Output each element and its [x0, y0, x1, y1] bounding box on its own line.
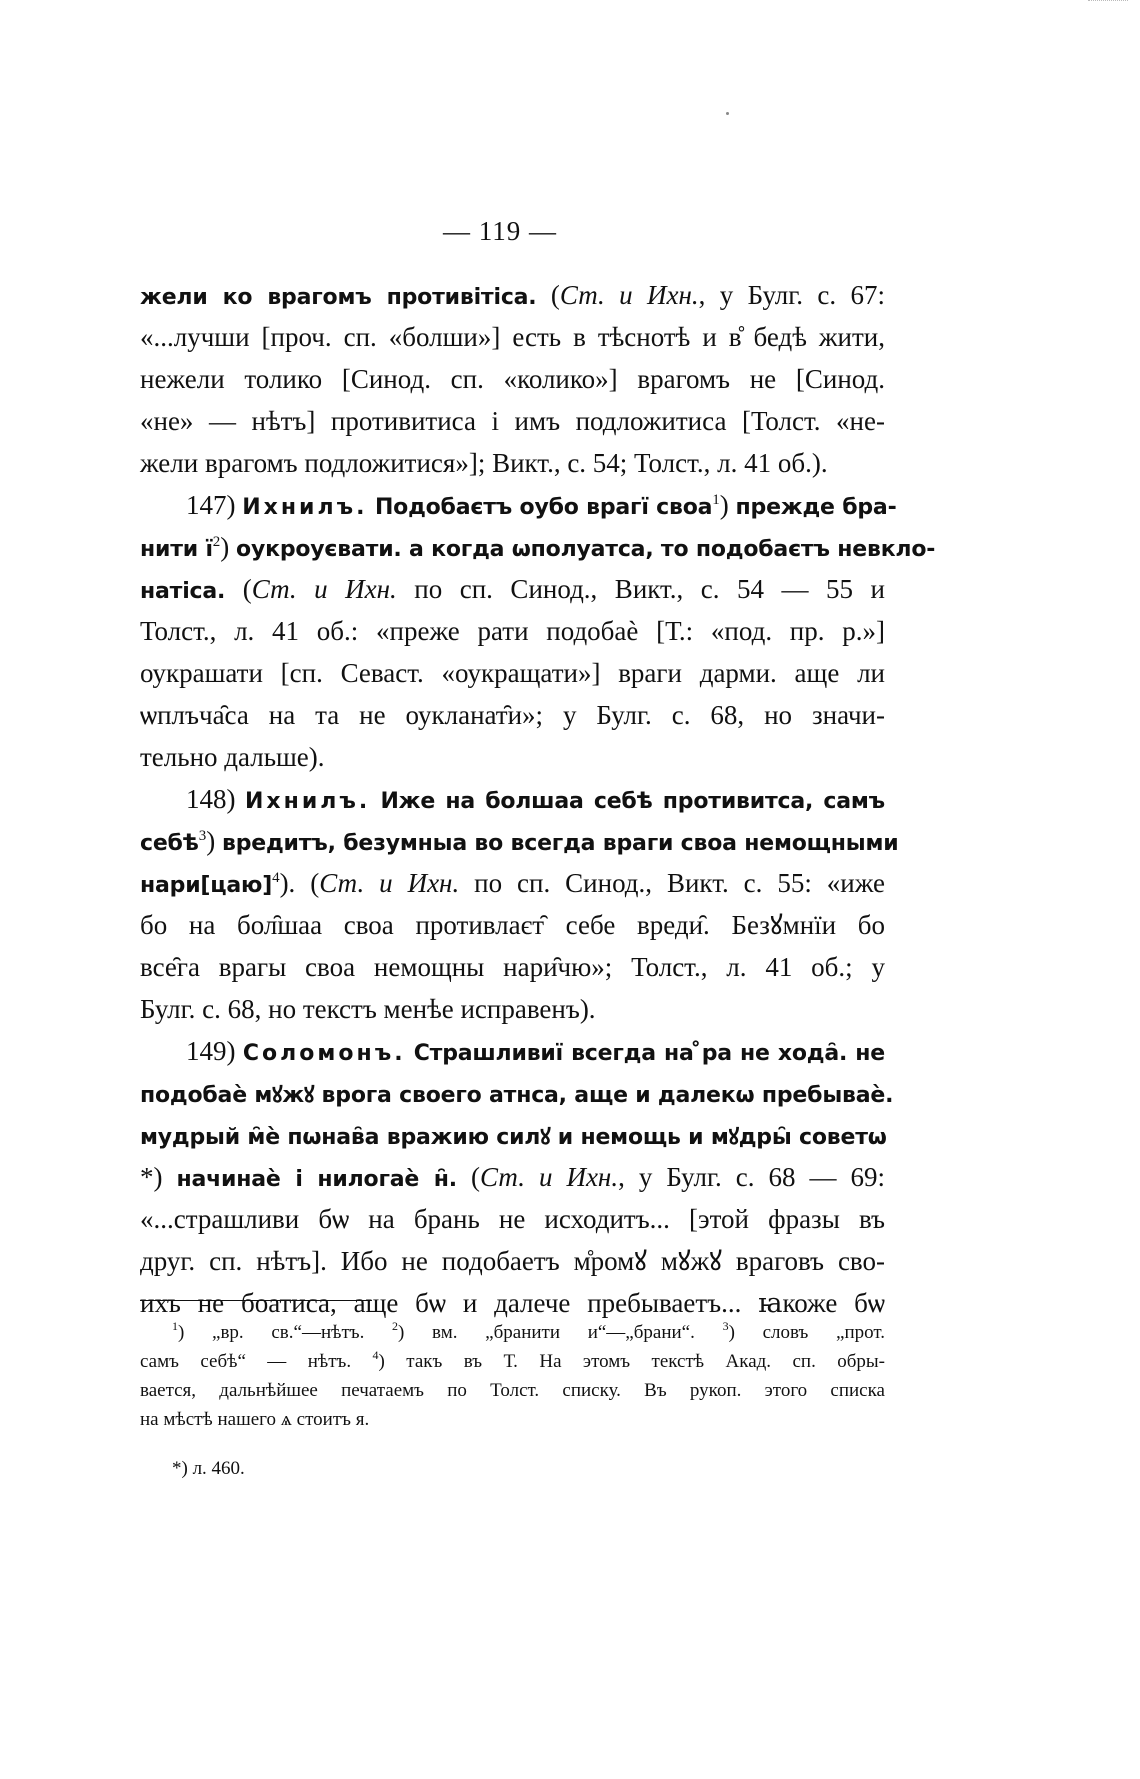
footnote-marker: 2	[212, 534, 221, 550]
text-run: самъ себѣ“ — нѣтъ.	[140, 1351, 373, 1372]
text-run: , у Булг. с. 67:	[698, 280, 885, 310]
text-line	[140, 1030, 885, 1072]
text-run: ). (	[279, 868, 320, 898]
text-run: Страшливиї всегда на ̊ра не хода̑. не	[405, 1041, 885, 1066]
text-line	[140, 526, 936, 568]
text-run: «...лучши [проч. сп. «болши»] есть в тѣснотѣ и в̊ бедѣ жити,	[140, 322, 885, 352]
text-run: Ст. и Ихн.	[319, 868, 460, 898]
print-speck	[726, 112, 729, 115]
footnote-rule	[140, 1300, 372, 1301]
text-run: (	[225, 574, 252, 604]
text-run: )	[206, 826, 222, 856]
text-run: оукроуєвати. а когда ѡполуатса, то подобаєтъ невкло-	[236, 537, 936, 562]
text-line	[140, 862, 885, 904]
text-run: )	[719, 490, 736, 520]
footnote-marker: 1	[172, 1319, 178, 1333]
footnote-marker: 1	[712, 492, 720, 508]
text-line	[140, 610, 885, 652]
text-run: по сп. Синод., Викт. с. 55: «иже	[459, 868, 885, 898]
text-run: по сп. Синод., Викт., с. 54 — 55 и	[396, 574, 885, 604]
text-run: ) вм. „бранити и“—„брани“.	[398, 1322, 723, 1343]
text-line	[140, 400, 885, 442]
text-run: , у Булг. с. 68 — 69:	[618, 1162, 885, 1192]
text-line	[140, 442, 885, 484]
text-run: Ст. и Ихн.	[479, 1162, 619, 1192]
text-run: все̑га врагы своа немощны нари̑чю»; Толст., л. 41 об.; у	[140, 952, 885, 982]
text-run: Ст. и Ихн.	[559, 280, 699, 310]
text-run: ) „вр. св.“—нѣтъ.	[178, 1322, 393, 1343]
text-line	[140, 1240, 885, 1282]
text-run: )	[220, 532, 237, 562]
main-text	[140, 274, 936, 1324]
text-run: ихъ не боатиса, аще бѡ и далече пребываетъ... ꙗкоже бѡ	[140, 1288, 885, 1318]
marginal-note: *) л. 460.	[172, 1458, 245, 1479]
text-run: «не» — нѣтъ] противитиса і имъ подложитиса [Толст. «не-	[140, 406, 885, 436]
footnote-marker: 3	[722, 1319, 729, 1333]
page-number: — 119 —	[443, 216, 557, 246]
text-line	[140, 736, 885, 778]
text-run: ) такъ въ Т. На этомъ текстѣ Акад. сп. обры-	[378, 1351, 885, 1372]
text-run: друг. сп. нѣтъ]. Ибо не подобаетъ м̊ромꙋ мꙋжꙋ враговъ сво-	[140, 1246, 885, 1276]
text-run: нежели толико [Синод. сп. «колико»] врагомъ не [Синод.	[140, 364, 885, 394]
footnote-marker: 3	[198, 828, 207, 844]
text-run: 149)	[186, 1036, 243, 1066]
text-line	[140, 484, 897, 526]
text-run: ) словъ „прот.	[728, 1322, 885, 1343]
text-line	[140, 946, 885, 988]
text-line	[140, 1072, 894, 1114]
text-run: (	[456, 1162, 480, 1192]
footnote-line	[140, 1405, 885, 1434]
text-run: тельно дальше).	[140, 742, 325, 772]
text-line	[140, 316, 885, 358]
text-run: ѡплъча̑са на та не оукланат̑и»; у Булг. с. 68, но значи-	[140, 700, 885, 730]
text-line	[140, 904, 885, 946]
text-run: бо на бол̑шаа своа противлаєт̑ себе вреди̑. Безꙋмнїи бо	[140, 910, 885, 940]
text-run: нити ї	[140, 537, 213, 562]
text-run: *)	[140, 1162, 177, 1192]
text-run: Ихнилъ.	[245, 789, 371, 814]
text-run: мудрый м̑ѐ пѡнав̑а вражию силꙋ и немощь и мꙋдры̑ советѡ	[140, 1125, 887, 1150]
page-edge-mark	[1088, 0, 1128, 5]
text-run: вредитъ, безумныа во всегда враги своа немощными	[221, 831, 899, 856]
text-line	[140, 820, 899, 862]
text-line	[140, 1114, 885, 1156]
text-run: на мѣстѣ нашего ѧ стоитъ я.	[140, 1409, 370, 1430]
text-run: жели ко врагомъ противітіса.	[140, 285, 537, 310]
text-run: натіса.	[140, 579, 226, 604]
text-run: Ихнилъ.	[242, 495, 368, 520]
footnotes	[140, 1318, 885, 1434]
text-run: начинаѐ і нилогаѐ н̑.	[176, 1167, 457, 1192]
footnote-marker: 4	[272, 870, 280, 886]
text-run: подобаѐ мꙋжꙋ врога своего атнса, аще и далекѡ пребываѐ.	[140, 1083, 894, 1108]
footnote-line	[140, 1347, 885, 1376]
text-run: нари[цаю]	[140, 873, 273, 898]
text-run: 147)	[186, 490, 243, 520]
text-run: Толст., л. 41 об.: «преже рати подобаѐ [Т.: «под. пр. р.»]	[140, 616, 885, 646]
text-run: прежде бра-	[735, 495, 897, 520]
text-run: себѣ	[140, 831, 199, 856]
text-run: жели врагомъ подложитися»]; Викт., с. 54; Толст., л. 41 об.).	[140, 448, 828, 478]
text-run: 148)	[186, 784, 246, 814]
footnote-marker: 4	[372, 1348, 379, 1362]
text-line	[140, 274, 885, 316]
text-line	[140, 1156, 885, 1198]
text-line	[140, 568, 885, 610]
footnote-marker: 2	[392, 1319, 399, 1333]
text-line	[140, 1198, 885, 1240]
text-run: «...страшливи бѡ на брань не исходитъ... [этой фразы въ	[140, 1204, 885, 1234]
text-line	[140, 694, 885, 736]
text-run: Подобаєтъ оубо врагї своа	[367, 495, 713, 520]
text-run: оукрашати [сп. Севаст. «оукращати»] враги дарми. аще ли	[140, 658, 885, 688]
text-run: Иже на болшаа себѣ противитса, самъ	[370, 789, 885, 814]
text-run: Соломонъ.	[242, 1041, 406, 1066]
text-line	[140, 988, 885, 1030]
text-run: Булг. с. 68, но текстъ менѣе исправенъ).	[140, 994, 596, 1024]
text-line	[140, 358, 885, 400]
text-run: вается, дальнѣйшее печатаемъ по Толст. списку. Въ рукоп. этого списка	[140, 1380, 885, 1401]
text-line	[140, 778, 885, 820]
text-run: Ст. и Ихн.	[251, 574, 397, 604]
text-run: (	[536, 280, 560, 310]
footnote-line	[140, 1376, 885, 1405]
footnote-line	[140, 1318, 885, 1347]
text-line	[140, 652, 885, 694]
